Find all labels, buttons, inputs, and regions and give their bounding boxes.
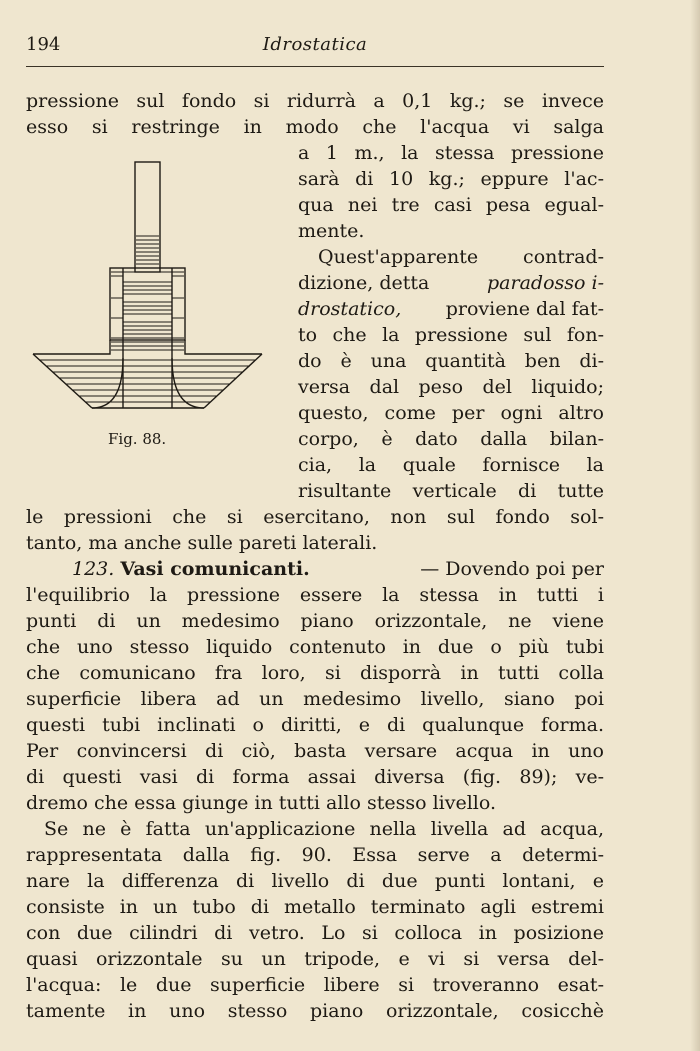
text-line: esso si restringe in modo che l'acqua vi salga	[26, 116, 604, 138]
text-span: dizione, detta	[298, 272, 430, 294]
text-line: Se ne è fatta un'applicazione nella livella ad acqua,	[44, 818, 604, 840]
text-line: qua nei tre casi pesa egual-	[298, 194, 604, 216]
page-header	[26, 34, 604, 58]
text-line: di questi vasi di forma assai diversa (fig. 89); ve-	[26, 766, 604, 788]
header-rule	[26, 66, 604, 67]
text-line: versa dal peso del liquido;	[298, 376, 604, 398]
text-line: do è una quantità ben di-	[298, 350, 604, 372]
text-line: questo, come per ogni altro	[298, 402, 604, 424]
text-line: l'equilibrio la pressione essere la stessa in tutti i	[26, 584, 604, 606]
text-line: quasi orizzontale su un tripode, e vi si versa del-	[26, 948, 604, 970]
text-line: punti di un medesimo piano orizzontale, ne viene	[26, 610, 604, 632]
italic-term: drostatico,	[298, 298, 402, 320]
middle-tube	[110, 268, 185, 340]
italic-term: paradosso i-	[487, 272, 604, 294]
text-line: Quest'apparente contrad-	[318, 246, 604, 268]
text-line: superficie libera ad un medesimo livello, siano poi	[26, 688, 604, 710]
vessel-right-rim	[185, 340, 262, 354]
text-line: le pressioni che si esercitano, non sul fondo sol-	[26, 506, 604, 528]
liquid-hatching	[40, 236, 256, 402]
text-line: sarà di 10 kg.; eppure l'ac-	[298, 168, 604, 190]
text-line: corpo, è dato dalla bilan-	[298, 428, 604, 450]
text-line: che uno stesso liquido contenuto in due o più tubi	[26, 636, 604, 658]
text-line: cia, la quale fornisce la	[298, 454, 604, 476]
page-edge-shadow	[690, 0, 700, 1051]
text-line: dremo che essa giunge in tutti allo stesso livello.	[26, 792, 497, 814]
text-line: mente.	[298, 220, 365, 242]
text-line: tanto, ma anche sulle pareti laterali.	[26, 532, 378, 554]
text-line: nare la differenza di livello di due punti lontani, e	[26, 870, 604, 892]
text-line-mixed	[298, 270, 604, 296]
figure-caption: Fig. 88.	[108, 430, 167, 448]
text-line: che comunicano fra loro, si disporrà in tutti colla	[26, 662, 604, 684]
section-number: 123.	[72, 558, 115, 580]
text-line: l'acqua: le due superficie libere si troveranno esat-	[26, 974, 604, 996]
page-number: 194	[26, 34, 61, 55]
text-line: questi tubi inclinati o diritti, e di qualunque forma.	[26, 714, 604, 736]
text-line: rappresentata dalla fig. 90. Essa serve a determi-	[26, 844, 604, 866]
running-title: Idrostatica	[262, 34, 368, 55]
text-line: a 1 m., la stessa pressione	[298, 142, 604, 164]
text-line-mixed	[298, 296, 604, 322]
text-span: — Dovendo poi per	[420, 558, 604, 580]
text-line: to che la pressione sul fon-	[298, 324, 604, 346]
text-line: pressione sul fondo si ridurrà a 0,1 kg.; se invece	[26, 90, 604, 112]
text-line: consiste in un tubo di metallo terminato agli estremi	[26, 896, 604, 918]
text-line: con due cilindri di vetro. Lo si colloca in posizione	[26, 922, 604, 944]
text-span: proviene dal fat-	[445, 298, 604, 320]
text-line: risultante verticale di tutte	[298, 480, 604, 502]
section-heading-line	[72, 556, 604, 582]
text-line: Per convincersi di ciò, basta versare acqua in uno	[26, 740, 604, 762]
vessel-left-rim	[33, 340, 110, 354]
figure-88-vessel-drawing	[30, 158, 266, 420]
text-line: tamente in uno stesso piano orizzontale, cosicchè	[26, 1000, 604, 1022]
section-title: Vasi comunicanti.	[120, 558, 310, 580]
